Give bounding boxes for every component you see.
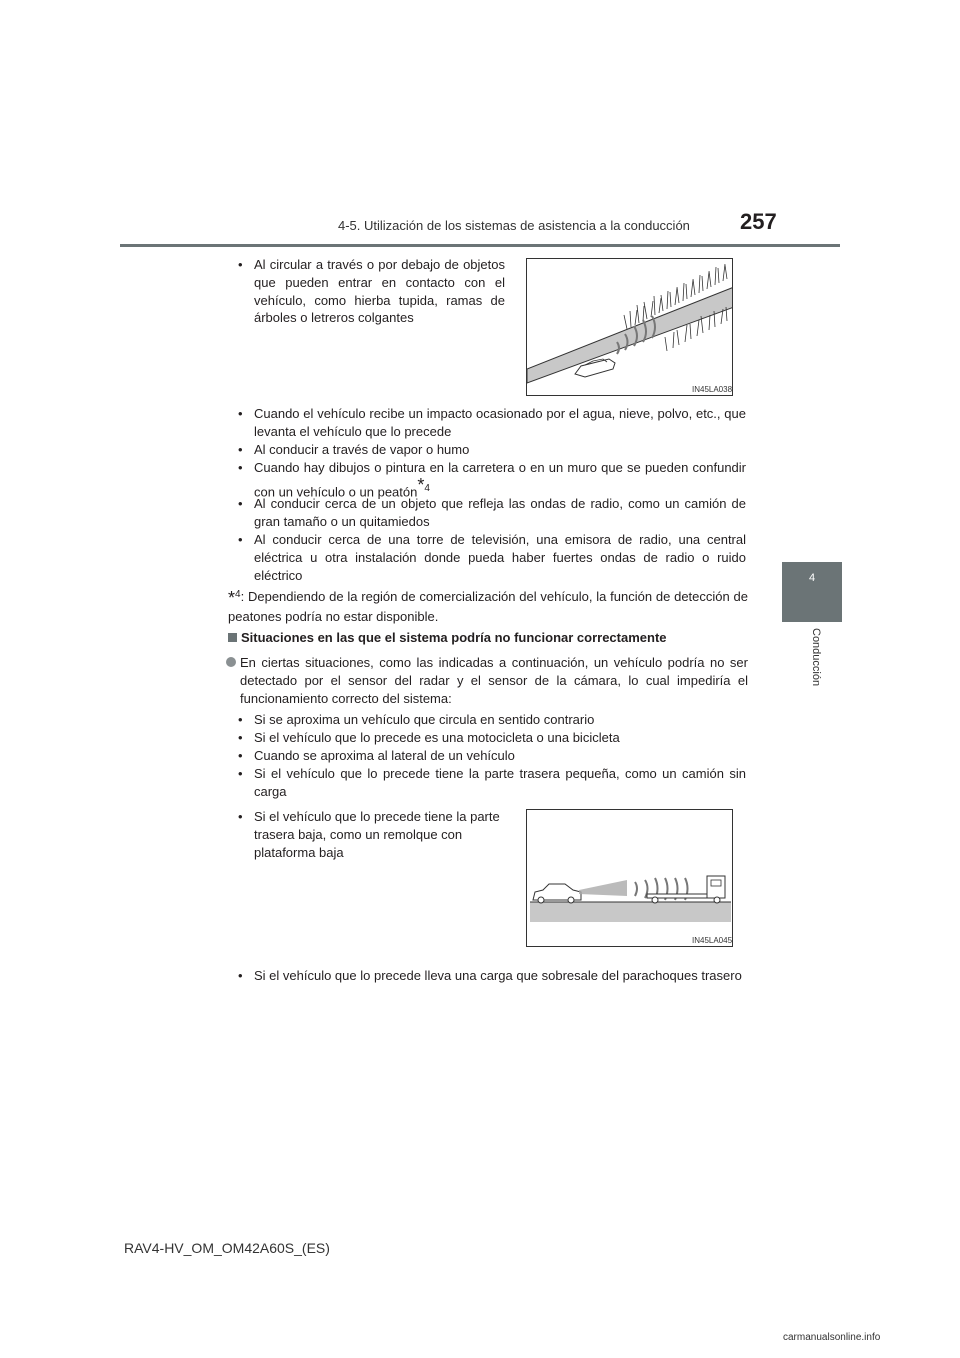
chapter-tab (782, 562, 842, 622)
list2-item-3: • Si el vehículo que lo precede tiene la parte trasera pequeña, como un camión sin carga (238, 765, 746, 801)
chapter-tab-number: 4 (808, 572, 816, 584)
list2-item-2: • Cuando se aproxima al lateral de un vehículo (238, 747, 746, 765)
list1-item-0: • Cuando el vehículo recibe un impacto ocasionado por el agua, nieve, polvo, etc., que levanta el vehículo que lo precede (238, 405, 746, 441)
footnote: *$^4$: Dependiendo de la región de comercialización del vehículo, la función de detección de peatones podría no estar disponible. (228, 588, 748, 624)
list1-item-3: • Al conducir cerca de un objeto que refleja las ondas de radio, como un camión de gran tamaño o un quitamiedos (238, 495, 746, 531)
chapter-tab-label: Conducción (810, 628, 822, 687)
figure2-bullet: • Si el vehículo que lo precede tiene la parte trasera baja, como un remolque con plataforma baja (238, 808, 508, 861)
watermark: carmanualsonline.info (783, 1332, 881, 1343)
footnote-star: * (228, 588, 236, 608)
list2-item-1: • Si el vehículo que lo precede es una motocicleta o una bicicleta (238, 729, 746, 747)
figure-trailer-illustration (526, 809, 733, 947)
circle-bullet-icon (226, 657, 236, 667)
section-intro: En ciertas situaciones, como las indicadas a continuación, un vehículo podría no ser detectado por el sensor del radar y el sensor de la cámara, lo cual impediría el funcionamiento correcto del sistema: (226, 654, 748, 707)
header-title: 4-5. Utilización de los sistemas de asistencia a la conducción (338, 218, 690, 233)
figure1-bullet: • Al circular a través o por debajo de objetos que pueden entrar en contacto con el vehículo, como hierba tupida, ramas de árboles o letreros colgantes (238, 256, 505, 327)
header-rule (120, 244, 840, 247)
car-icon (533, 884, 581, 903)
list1-item-1: • Al conducir a través de vapor o humo (238, 441, 746, 459)
figure-vegetation-illustration (526, 258, 733, 396)
list1-item-4: • Al conducir cerca de una torre de televisión, una emisora de radio, una central eléctrica u otra instalación donde pueda haber fuertes ondas de radio o ruido eléctrico (238, 531, 746, 584)
list1-item-2: • Cuando hay dibujos o pintura en la carretera o en un muro que se pueden confundir con un vehículo o un peatón$^{*4}$ (238, 459, 746, 501)
figure2-label: IN45LA045 (692, 936, 733, 945)
list2-item-0: • Si se aproxima un vehículo que circula en sentido contrario (238, 711, 746, 729)
square-bullet-icon (228, 633, 237, 642)
section-heading: Situaciones en las que el sistema podría no funcionar correctamente (228, 630, 667, 645)
vegetation-road-illustration (527, 259, 733, 396)
trailer-road-illustration (527, 810, 733, 947)
figure1-label: IN45LA038 (692, 385, 733, 394)
footnote-ref: 4 (424, 482, 430, 494)
last-bullet: • Si el vehículo que lo precede lleva una carga que sobresale del parachoques trasero (238, 967, 746, 985)
page-number: 257 (740, 209, 777, 234)
document-code: RAV4-HV_OM_OM42A60S_(ES) (124, 1240, 330, 1256)
